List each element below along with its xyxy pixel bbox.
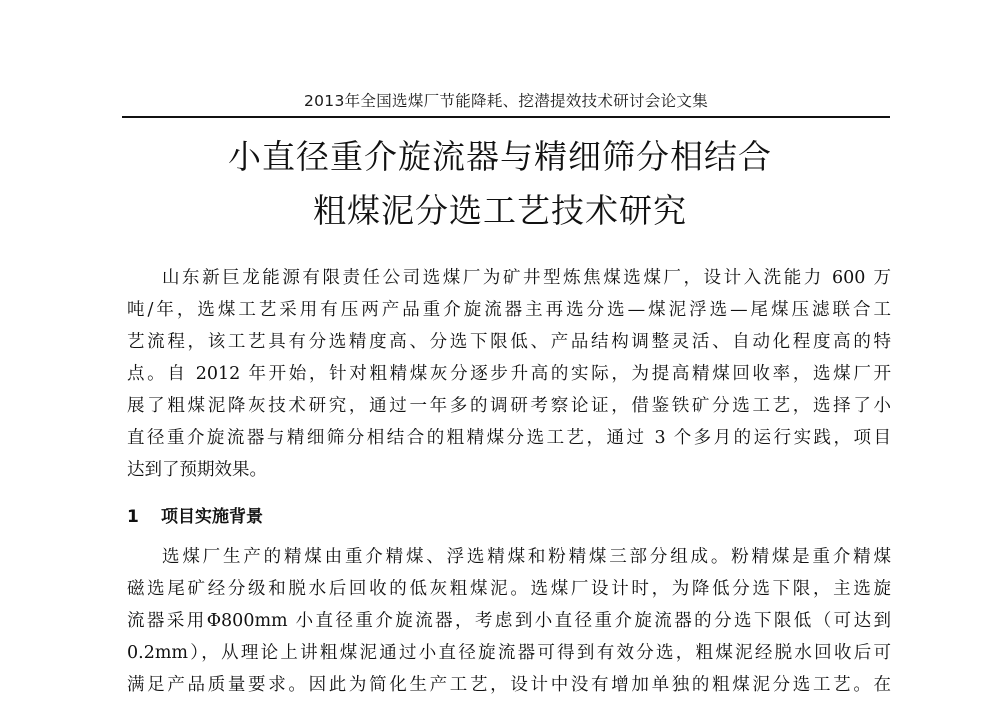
- intro-line: 达到了预期效果。: [127, 460, 267, 480]
- section-number: 1: [127, 507, 139, 527]
- intro-paragraph: [127, 262, 891, 486]
- intro-line: 展了粗煤泥降灰技术研究，通过一年多的调研考察论证，借鉴铁矿分选工艺，选择了小: [127, 396, 891, 416]
- intro-line: 山东新巨龙能源有限责任公司选煤厂为矿井型炼焦煤选煤厂，设计入洗能力 600 万: [162, 268, 891, 288]
- running-header: 2013年全国选煤厂节能降耗、挖潜提效技术研讨会论文集: [303, 92, 709, 110]
- section-heading: [127, 503, 891, 531]
- section-title: 项目实施背景: [161, 507, 263, 527]
- header-rule: [122, 116, 890, 118]
- intro-line: 点。自 2012 年开始，针对粗精煤灰分逐步升高的实际，为提高精煤回收率，选煤厂开: [127, 364, 891, 384]
- body-line: 磁选尾矿经分级和脱水后回收的低灰粗煤泥。选煤厂设计时，为降低分选下限，主选旋: [127, 579, 891, 599]
- body-line: 选煤厂生产的精煤由重介精煤、浮选精煤和粉精煤三部分组成。粉精煤是重介精煤: [162, 547, 891, 567]
- body-line: 满足产品质量要求。因此为简化生产工艺，设计中没有增加单独的粗煤泥分选工艺。在: [127, 675, 891, 695]
- body-paragraph: [127, 541, 891, 701]
- intro-line: 直径重介旋流器与精细筛分相结合的粗精煤分选工艺，通过 3 个多月的运行实践，项目: [127, 428, 891, 448]
- paper-title-line-1: 小直径重介旋流器与精细筛分相结合: [228, 137, 772, 176]
- body-line: 0.2mm），从理论上讲粗煤泥通过小直径旋流器可得到有效分选，粗煤泥经脱水回收后可: [127, 643, 891, 663]
- paper-title-line-2: 粗煤泥分选工艺技术研究: [313, 191, 687, 230]
- body-line: 流器采用Φ800mm 小直径重介旋流器，考虑到小直径重介旋流器的分选下限低（可达到: [127, 611, 891, 631]
- intro-line: 艺流程，该工艺具有分选精度高、分选下限低、产品结构调整灵活、自动化程度高的特: [127, 332, 891, 352]
- intro-line: 吨/年，选煤工艺采用有压两产品重介旋流器主再选分选—煤泥浮选—尾煤压滤联合工: [127, 300, 891, 320]
